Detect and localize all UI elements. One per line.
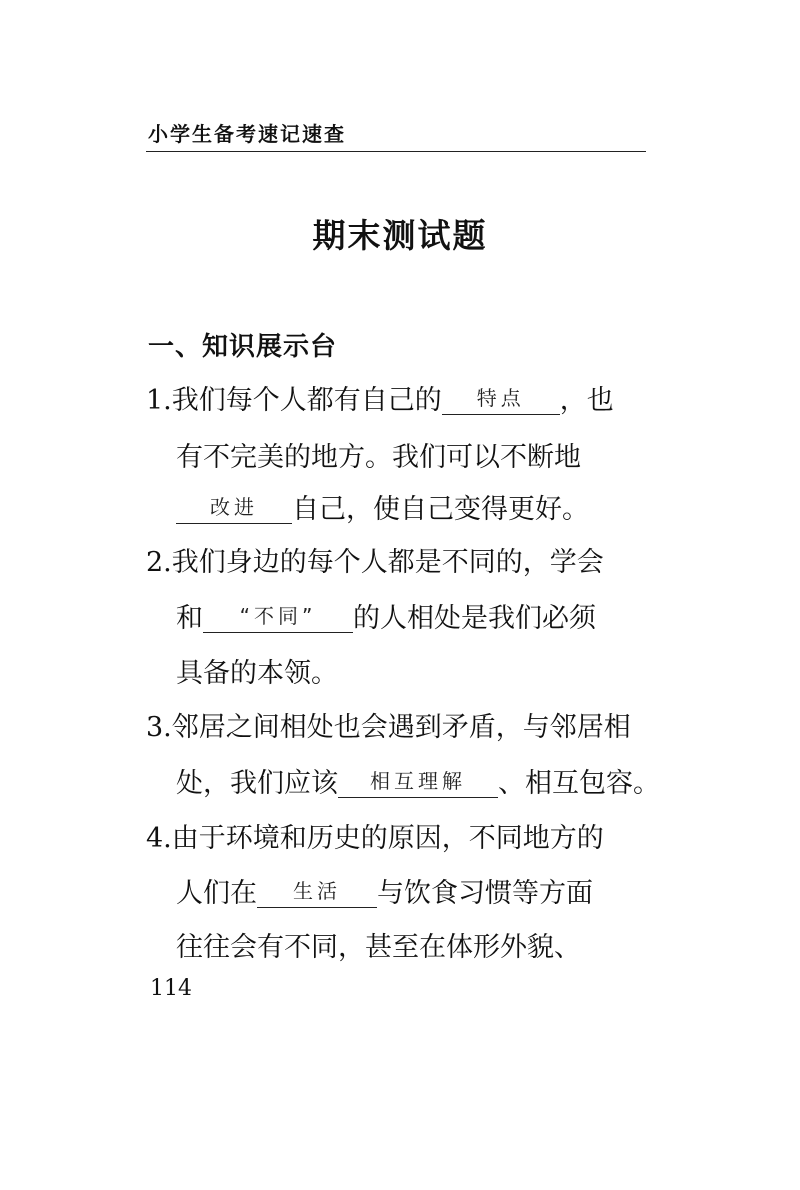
q1-answer-1: 特点 [476, 386, 525, 410]
page-number: 114 [150, 976, 192, 1001]
q3-text-post: 、相互包容。 [498, 768, 660, 799]
q2-line1: 2.我们身边的每个人都是不同的，学会 [146, 547, 604, 578]
q1-text: 1.我们每个人都有自己的 [146, 385, 442, 416]
page-title: 期末测试题 [312, 216, 488, 255]
q2-answer-1: “不同” [239, 604, 317, 628]
q4-answer-1: 生活 [293, 879, 341, 903]
q3-answer-1: 相互理解 [370, 769, 466, 793]
q2-line3: 具备的本领。 [176, 658, 338, 689]
q1-text-end: ，也 [559, 385, 614, 416]
section-heading: 一、知识展示台 [148, 332, 338, 362]
q4-text-post: 与饮食习惯等方面 [377, 878, 593, 909]
q4-line3: 往往会有不同，甚至在体形外貌、 [176, 932, 581, 963]
q1-line1 [146, 384, 614, 418]
q4-text-pre: 人们在 [176, 878, 257, 909]
q1-line3 [176, 493, 589, 527]
q2-blank-1 [203, 602, 353, 633]
q1-answer-2: 改进 [210, 495, 258, 519]
q1-line2: 有不完美的地方。我们可以不断地 [176, 442, 581, 473]
running-header: 小学生备考速记速查 [148, 122, 346, 146]
q2-text-pre: 和 [176, 603, 203, 634]
q1-text-3: 自己，使自己变得更好。 [292, 494, 589, 525]
q4-line2 [176, 877, 593, 911]
q3-line1: 3.邻居之间相处也会遇到矛盾，与邻居相 [146, 712, 631, 743]
q2-text-post: 的人相处是我们必须 [353, 603, 596, 634]
header-rule [146, 151, 646, 152]
q3-text-pre: 处，我们应该 [176, 768, 338, 799]
q3-line2 [176, 767, 660, 801]
q4-line1: 4.由于环境和历史的原因，不同地方的 [146, 823, 604, 854]
q4-blank-1 [257, 877, 377, 908]
q1-blank-2 [176, 493, 292, 524]
q1-blank-1 [442, 384, 560, 415]
q2-line2 [176, 602, 596, 636]
q3-blank-1 [338, 767, 498, 798]
